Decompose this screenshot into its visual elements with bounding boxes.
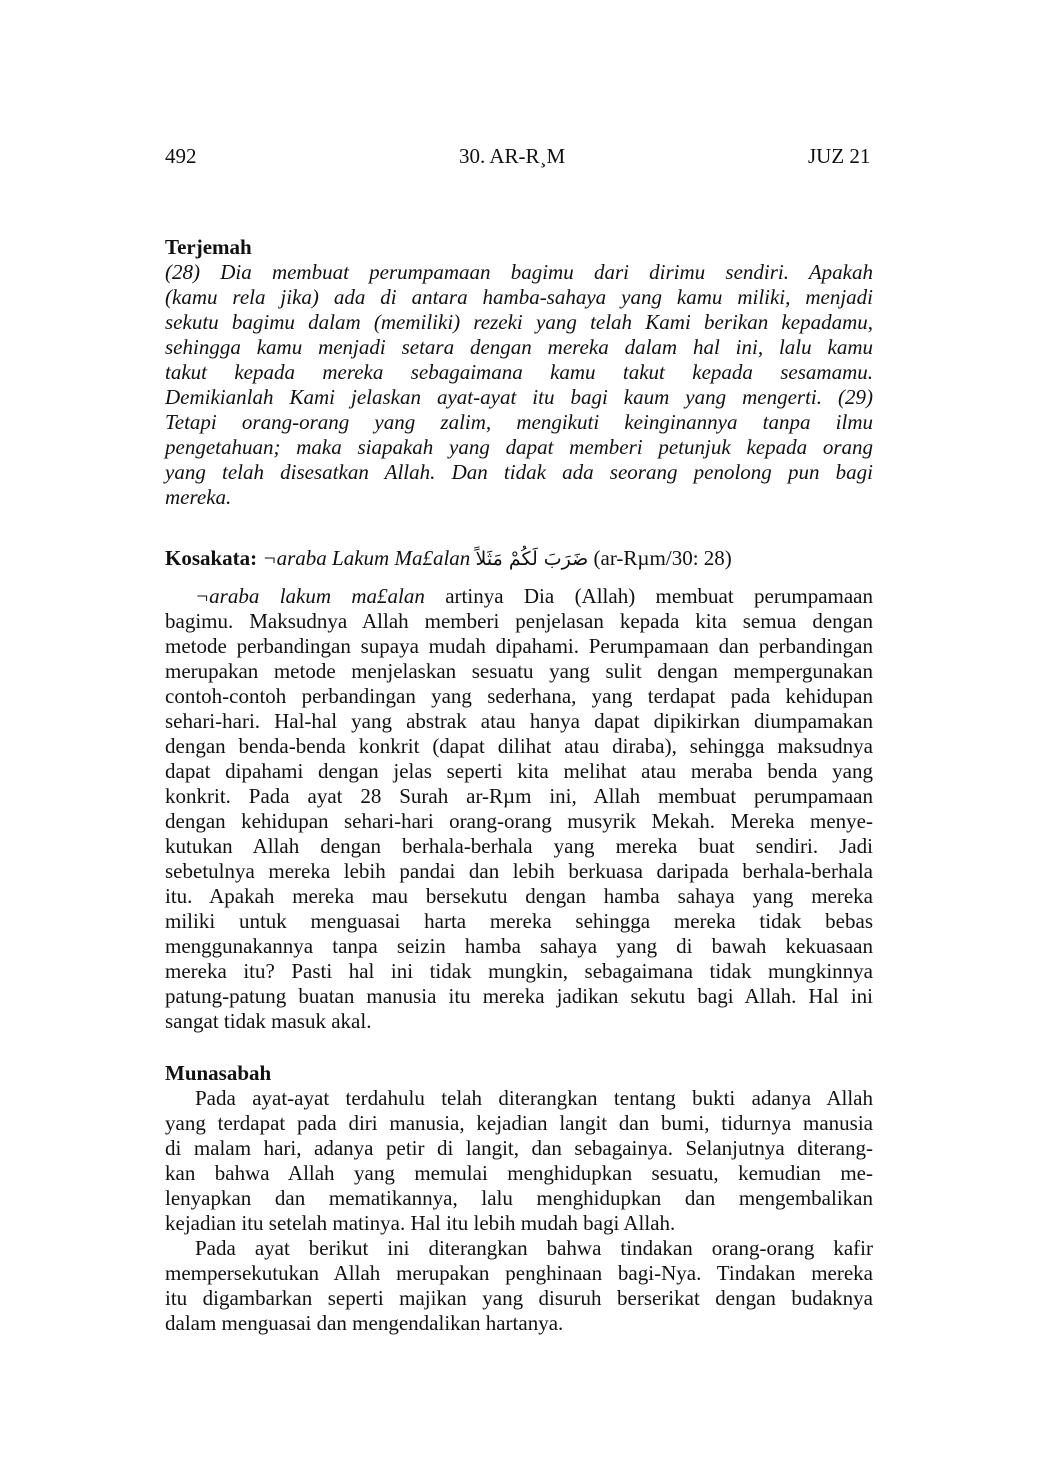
text-line: dengan kehidupan sehari-hari orang-orang musyrik Mekah. Mereka menye- <box>165 809 873 833</box>
text-line: sehari-hari. Hal-hal yang abstrak atau hanya dapat dipikirkan diumpamakan <box>165 709 873 733</box>
text-line: itu. Apakah mereka mau bersekutu dengan hamba sahaya yang mereka <box>165 884 873 908</box>
munasabah-paragraph-1 <box>165 1086 873 1236</box>
munasabah-paragraph-2 <box>165 1236 873 1336</box>
text-line: sangat tidak masuk akal. <box>165 1009 372 1033</box>
text-line: dengan benda-benda konkrit (dapat dilihat atau diraba), sehingga maksudnya <box>165 734 873 758</box>
text-line: konkrit. Pada ayat 28 Surah ar-Rµm ini, Allah membuat perumpamaan <box>165 784 873 808</box>
text-line: menggunakannya tanpa seizin hamba sahaya yang di bawah kekuasaan <box>165 934 873 958</box>
chapter-title: 30. AR-R¸M <box>459 144 566 168</box>
kosakata-label: Kosakata: <box>165 546 258 570</box>
text-line: Tetapi orang-orang yang zalim, mengikuti keinginannya tanpa ilmu <box>165 410 873 434</box>
text-line: miliki untuk menguasai harta mereka sehingga mereka tidak bebas <box>165 909 873 933</box>
kosakata-line <box>165 546 873 572</box>
text-line: kutukan Allah dengan berhala-berhala yang mereka buat sendiri. Jadi <box>165 834 873 858</box>
text-line: (kamu rela jika) ada di antara hamba-sahaya yang kamu miliki, menjadi <box>165 285 873 309</box>
kosakata-text <box>165 584 873 1034</box>
text-line: yang telah disesatkan Allah. Dan tidak ada seorang penolong pun bagi <box>165 460 873 484</box>
kosakata-reference: (ar-Rµm/30: 28) <box>593 546 732 570</box>
text-line: itu digambarkan seperti majikan yang disuruh berserikat dengan budaknya <box>165 1286 873 1310</box>
text-line: dapat dipahami dengan jelas seperti kita melihat atau meraba benda yang <box>165 759 873 783</box>
juz-label: JUZ 21 <box>808 144 871 168</box>
kosakata-term: ¬araba Lakum Ma£alan <box>262 546 471 570</box>
italic-term: ¬araba lakum ma£alan <box>195 584 425 608</box>
text-line: mereka. <box>165 485 232 509</box>
text-line: Pada ayat-ayat terdahulu telah diterangkan tentang bukti adanya Allah <box>195 1086 873 1110</box>
text-line: bagimu. Maksudnya Allah memberi penjelasan kepada kita semua dengan <box>165 609 873 633</box>
terjemah-heading: Terjemah <box>165 235 252 259</box>
text-line: takut kepada mereka sebagaimana kamu takut kepada sesamamu. <box>165 360 873 384</box>
text-line: sehingga kamu menjadi setara dengan mereka dalam hal ini, lalu kamu <box>165 335 873 359</box>
text-line: merupakan metode menjelaskan sesuatu yang sulit dengan mempergunakan <box>165 659 873 683</box>
terjemah-text <box>165 260 873 510</box>
text-line: yang terdapat pada diri manusia, kejadian langit dan bumi, tidurnya manusia <box>165 1111 873 1135</box>
kosakata-arabic: ضَرَبَ لَكُمْ مَثَلاً <box>475 548 589 570</box>
text-line: (28) Dia membuat perumpamaan bagimu dari dirimu sendiri. Apakah <box>165 260 873 284</box>
text-line: Pada ayat berikut ini diterangkan bahwa tindakan orang-orang kafir <box>195 1236 873 1260</box>
text-line: di malam hari, adanya petir di langit, dan sebagainya. Selanjutnya diterang- <box>165 1136 873 1160</box>
text-line: mempersekutukan Allah merupakan penghinaan bagi-Nya. Tindakan mereka <box>165 1261 873 1285</box>
page-number: 492 <box>165 144 197 168</box>
text-line: metode perbandingan supaya mudah dipahami. Perumpamaan dan perbandingan <box>165 634 873 658</box>
text-line <box>165 584 873 609</box>
text-line: Demikianlah Kami jelaskan ayat-ayat itu bagi kaum yang mengerti. (29) <box>165 385 873 409</box>
text-line: kan bahwa Allah yang memulai menghidupkan sesuatu, kemudian me- <box>165 1161 873 1185</box>
text-line: sebetulnya mereka lebih pandai dan lebih berkuasa daripada berhala-berhala <box>165 859 873 883</box>
text-line: sekutu bagimu dalam (memiliki) rezeki yang telah Kami berikan kepadamu, <box>165 310 873 334</box>
text-line: kejadian itu setelah matinya. Hal itu lebih mudah bagi Allah. <box>165 1211 676 1235</box>
line-rest: artinya Dia (Allah) membuat perumpamaan <box>445 584 874 608</box>
text-line: dalam menguasai dan mengendalikan hartanya. <box>165 1311 564 1335</box>
text-line: pengetahuan; maka siapakah yang dapat memberi petunjuk kepada orang <box>165 435 873 459</box>
text-line: lenyapkan dan mematikannya, lalu menghidupkan dan mengembalikan <box>165 1186 873 1210</box>
text-line: mereka itu? Pasti hal ini tidak mungkin, sebagaimana tidak mungkinnya <box>165 959 873 983</box>
text-line: patung-patung buatan manusia itu mereka jadikan sekutu bagi Allah. Hal ini <box>165 984 873 1008</box>
text-line: contoh-contoh perbandingan yang sederhana, yang terdapat pada kehidupan <box>165 684 873 708</box>
munasabah-heading: Munasabah <box>165 1061 272 1085</box>
